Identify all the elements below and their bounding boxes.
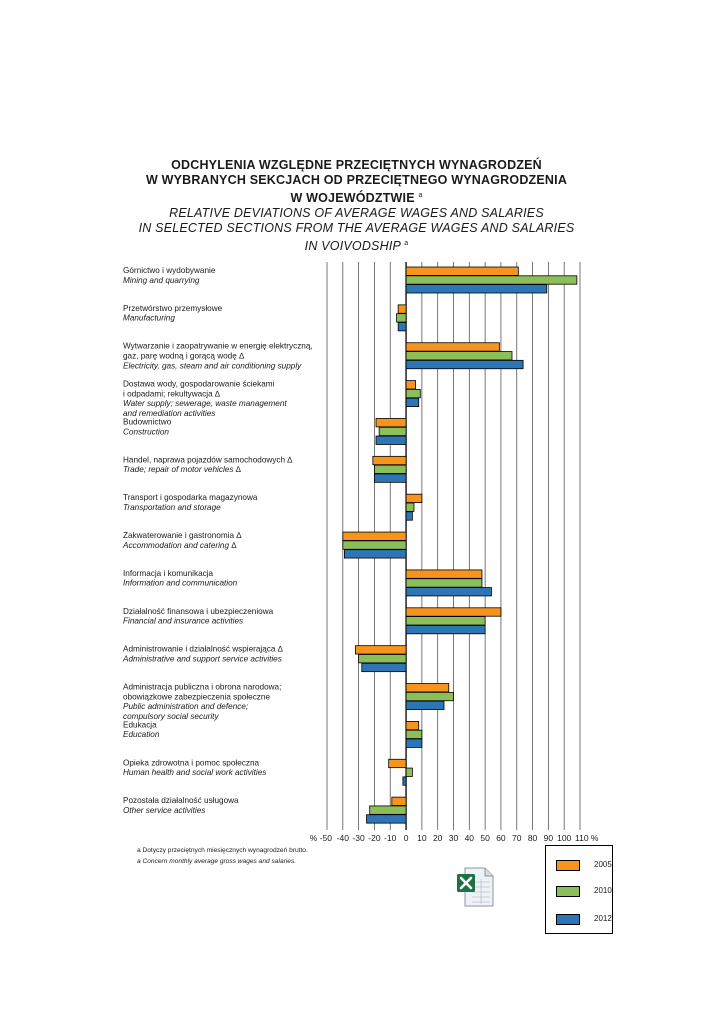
bar-2012-cat-13 bbox=[403, 777, 406, 785]
legend-item-2012 bbox=[556, 913, 612, 925]
bar-2012-cat-4 bbox=[376, 436, 406, 444]
tick-label: 10 bbox=[417, 833, 427, 843]
category-label-en-14: Other service activities bbox=[123, 805, 206, 815]
category-label-pl-1: Przetwórstwo przemysłowe bbox=[123, 303, 223, 313]
bar-2012-cat-14 bbox=[367, 815, 407, 823]
title-en-line-1: RELATIVE DEVIATIONS OF AVERAGE WAGES AND SALARIES bbox=[169, 206, 544, 221]
bar-2005-cat-7 bbox=[343, 532, 406, 540]
bar-2010-cat-6 bbox=[406, 503, 414, 511]
category-label-en-11: Public administration and defence; bbox=[123, 702, 249, 712]
legend bbox=[545, 845, 613, 934]
footnote-en: a Concern monthly average gross wages and salaries. bbox=[137, 858, 297, 865]
tick-label: 20 bbox=[432, 833, 443, 843]
bar-2005-cat-11 bbox=[406, 684, 449, 692]
bar-2012-cat-7 bbox=[344, 550, 406, 558]
category-label-en-9: Financial and insurance activities bbox=[123, 616, 244, 626]
category-label-en-13: Human health and social work activities bbox=[123, 768, 267, 778]
bar-2012-cat-0 bbox=[406, 285, 547, 293]
bar-2012-cat-1 bbox=[398, 322, 406, 330]
category-label-en-2: Electricity, gas, steam and air conditioning supply bbox=[123, 361, 302, 371]
title-pl-line-3: W WOJEWÓDZTWIE $^a$ bbox=[290, 191, 423, 206]
bar-2010-cat-5 bbox=[374, 465, 406, 473]
title-pl-line-1: ODCHYLENIA WZGLĘDNE PRZECIĘTNYCH WYNAGRODZEŃ bbox=[171, 158, 542, 172]
tick-label: 60 bbox=[496, 833, 506, 843]
bar-2005-cat-14 bbox=[392, 797, 406, 805]
bar-2010-cat-12 bbox=[406, 730, 422, 738]
category-label-pl-2: Wytwarzanie i zaopatrywanie w energię elektryczną, bbox=[123, 341, 313, 351]
legend-label-2010: 2010 bbox=[594, 886, 612, 895]
bar-2012-cat-3 bbox=[406, 398, 419, 406]
category-label-en-8: Information and communication bbox=[123, 578, 238, 588]
category-label-pl-3: i odpadami; rekultywacja ∆ bbox=[123, 389, 220, 399]
bar-2005-cat-13 bbox=[389, 759, 406, 767]
bar-2005-cat-4 bbox=[376, 418, 406, 426]
category-label-en-4: Construction bbox=[123, 427, 169, 437]
category-label-en-5: Trade; repair of motor vehicles ∆ bbox=[123, 465, 241, 475]
category-label-pl-9: Działalność finansowa i ubezpieczeniowa bbox=[123, 606, 274, 616]
bar-2005-cat-2 bbox=[406, 343, 499, 351]
tick-label: 80 bbox=[527, 833, 538, 843]
title-footnote-mark: a bbox=[418, 192, 423, 199]
bar-2012-cat-8 bbox=[406, 588, 491, 596]
category-label-pl-8: Informacja i komunikacja bbox=[123, 568, 214, 578]
title-footnote-mark-en: a bbox=[404, 240, 409, 248]
bar-2005-cat-9 bbox=[406, 608, 501, 616]
category-label-en-3: Water supply; sewerage, waste management bbox=[123, 399, 287, 409]
bar-2005-cat-5 bbox=[373, 456, 406, 464]
bar-2010-cat-8 bbox=[406, 579, 482, 587]
category-label-en-10: Administrative and support service activities bbox=[123, 654, 282, 664]
bar-2010-cat-13 bbox=[406, 768, 412, 776]
category-label-pl-7: Zakwaterowanie i gastronomia ∆ bbox=[123, 531, 242, 541]
bar-2005-cat-0 bbox=[406, 267, 518, 275]
legend-swatch-2012 bbox=[556, 914, 580, 925]
bar-2012-cat-11 bbox=[406, 701, 444, 709]
category-label-pl-11: obowiązkowe zabezpieczenia społeczne bbox=[123, 692, 271, 702]
title-en-line-3: IN VOIVODSHIP $^a$ bbox=[304, 239, 409, 254]
category-label-en-12: Education bbox=[123, 730, 160, 740]
category-label-pl-10: Administrowanie i działalność wspierająca ∆ bbox=[123, 644, 283, 654]
legend-swatch-2005 bbox=[556, 860, 580, 871]
category-label-en-0: Mining and quarrying bbox=[123, 275, 200, 285]
tick-label: 0 bbox=[403, 833, 409, 843]
category-label-pl-13: Opieka zdrowotna i pomoc społeczna bbox=[123, 758, 260, 768]
tick-label: 30 bbox=[448, 833, 459, 843]
bar-2005-cat-8 bbox=[406, 570, 482, 578]
bar-2010-cat-10 bbox=[359, 654, 406, 662]
bar-2005-cat-1 bbox=[398, 305, 406, 313]
bar-2012-cat-12 bbox=[406, 739, 422, 747]
bar-2012-cat-6 bbox=[406, 512, 412, 520]
bar-2012-cat-10 bbox=[362, 663, 406, 671]
legend-item-2010 bbox=[556, 885, 612, 897]
bar-2010-cat-1 bbox=[397, 314, 406, 322]
category-label-pl-5: Handel, naprawa pojazdów samochodowych ∆ bbox=[123, 455, 293, 465]
category-label-pl-3: Dostawa wody, gospodarowanie ściekami bbox=[123, 379, 275, 389]
bar-2012-cat-9 bbox=[406, 625, 485, 633]
category-label-pl-14: Pozostała działalność usługowa bbox=[123, 796, 239, 806]
bar-2010-cat-14 bbox=[370, 806, 406, 814]
category-label-en-7: Accommodation and catering ∆ bbox=[123, 540, 237, 550]
category-label-en-1: Manufacturing bbox=[123, 313, 175, 323]
legend-item-2005 bbox=[556, 859, 612, 871]
tick-label: 70 bbox=[512, 833, 522, 843]
bar-2010-cat-4 bbox=[379, 427, 406, 435]
tick-label: 110 % bbox=[575, 833, 599, 843]
bar-2005-cat-10 bbox=[355, 646, 406, 654]
category-label-en-11: compulsory social security bbox=[123, 711, 219, 721]
bar-2010-cat-9 bbox=[406, 617, 485, 625]
category-label-pl-2: gaz, parę wodną i gorącą wodę ∆ bbox=[123, 351, 245, 361]
bar-2005-cat-6 bbox=[406, 494, 422, 502]
bar-2010-cat-3 bbox=[406, 389, 420, 397]
bar-2010-cat-11 bbox=[406, 692, 453, 700]
tick-label: -40 bbox=[336, 833, 349, 843]
category-label-en-6: Transportation and storage bbox=[123, 503, 221, 512]
category-label-pl-4: Budownictwo bbox=[123, 417, 172, 427]
category-label-pl-11: Administracja publiczna i obrona narodowa; bbox=[123, 682, 282, 692]
tick-label: 50 bbox=[480, 833, 490, 843]
footnote-pl: a Dotyczy przeciętnych miesięcznych wynagrodzeń brutto. bbox=[137, 847, 308, 854]
tick-label: -30 bbox=[352, 833, 365, 843]
tick-label: 40 bbox=[464, 833, 475, 843]
tick-label: % -50 bbox=[309, 833, 332, 843]
category-label-pl-12: Edukacja bbox=[123, 720, 157, 730]
excel-file-icon[interactable] bbox=[455, 866, 495, 908]
bar-2005-cat-12 bbox=[406, 721, 419, 729]
title-pl-line-2: W WYBRANYCH SEKCJACH OD PRZECIĘTNEGO WYNAGRODZENIA bbox=[145, 173, 568, 187]
category-label-en-3: and remediation activities bbox=[123, 409, 216, 418]
bar-2010-cat-7 bbox=[343, 541, 406, 549]
tick-label: -20 bbox=[368, 833, 381, 843]
tick-label: 90 bbox=[543, 833, 554, 843]
title-en-line-2: IN SELECTED SECTIONS FROM THE AVERAGE WAGES AND SALARIES bbox=[138, 221, 575, 236]
legend-swatch-2010 bbox=[556, 886, 580, 897]
category-label-pl-6: Transport i gospodarka magazynowa bbox=[123, 493, 258, 503]
legend-label-2005: 2005 bbox=[594, 860, 612, 869]
bar-2010-cat-0 bbox=[406, 276, 577, 284]
category-label-pl-0: Górnictwo i wydobywanie bbox=[123, 266, 216, 275]
bar-2012-cat-5 bbox=[374, 474, 406, 482]
bar-2010-cat-2 bbox=[406, 352, 512, 360]
tick-label: -10 bbox=[384, 833, 397, 843]
legend-label-2012: 2012 bbox=[594, 914, 612, 923]
bar-2012-cat-2 bbox=[406, 360, 523, 368]
bar-2005-cat-3 bbox=[406, 381, 415, 389]
tick-label: 100 bbox=[557, 833, 572, 843]
